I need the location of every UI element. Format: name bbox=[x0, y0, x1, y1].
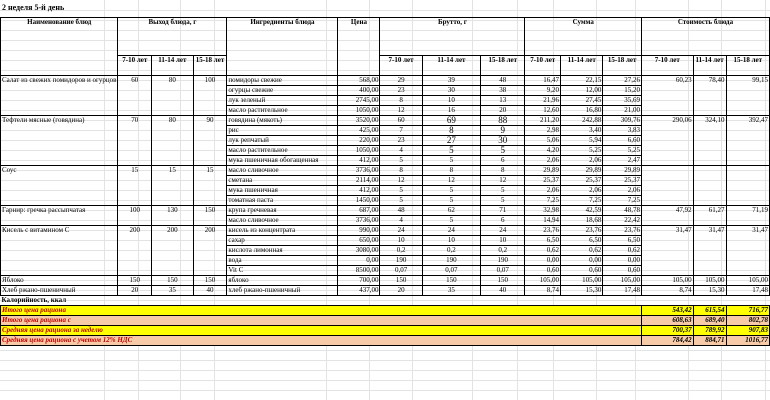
brutto-value[interactable]: 24 bbox=[380, 226, 422, 236]
brutto-value[interactable]: 5 bbox=[481, 186, 525, 196]
gridline bbox=[0, 380, 770, 381]
dish-name[interactable]: Салат из свежих помидоров и огурцов bbox=[1, 76, 118, 116]
table-row bbox=[1, 76, 770, 86]
header-age[interactable]: 7-10 лет bbox=[525, 56, 561, 76]
sum-value[interactable]: 8,74 bbox=[525, 286, 561, 296]
dish-cost[interactable] bbox=[726, 166, 769, 206]
sum-value[interactable]: 0,62 bbox=[561, 246, 603, 256]
brutto-value[interactable]: 5 bbox=[422, 146, 480, 156]
empty-cell[interactable] bbox=[380, 296, 422, 306]
ingredient-name[interactable]: крупа гречневая bbox=[227, 206, 338, 216]
ingredient-name[interactable]: Vit C bbox=[227, 266, 338, 276]
brutto-value[interactable]: 5 bbox=[380, 196, 422, 206]
menu-table bbox=[0, 17, 770, 346]
sum-value[interactable]: 0,00 bbox=[603, 256, 642, 266]
ingredient-name[interactable]: вода bbox=[227, 256, 338, 266]
brutto-value[interactable]: 12 bbox=[481, 176, 525, 186]
sum-value[interactable]: 3,83 bbox=[603, 126, 642, 136]
header-dish-name[interactable]: Наименование блюд bbox=[1, 18, 118, 76]
empty-cell[interactable] bbox=[561, 296, 603, 306]
ingredient-price[interactable]: 400,00 bbox=[338, 86, 380, 96]
empty-cell[interactable] bbox=[338, 296, 380, 306]
sum-value[interactable]: 4,20 bbox=[525, 146, 561, 156]
table-row bbox=[1, 18, 770, 56]
dish-output[interactable]: 100 bbox=[118, 206, 152, 226]
dish-cost[interactable]: 71,19 bbox=[726, 206, 769, 226]
brutto-value[interactable]: 0,2 bbox=[422, 246, 480, 256]
dish-cost[interactable]: 31,47 bbox=[641, 226, 693, 276]
brutto-value[interactable]: 8 bbox=[422, 166, 480, 176]
dish-cost[interactable]: 99,15 bbox=[726, 76, 769, 116]
summary-value[interactable]: 543,42 bbox=[641, 306, 693, 316]
gridline bbox=[0, 10, 770, 11]
ingredient-price[interactable]: 2114,00 bbox=[338, 176, 380, 186]
ingredient-price[interactable]: 990,00 bbox=[338, 226, 380, 236]
brutto-value[interactable]: 0,07 bbox=[422, 266, 480, 276]
brutto-value[interactable]: 62 bbox=[422, 206, 480, 216]
ingredient-price[interactable]: 3080,00 bbox=[338, 246, 380, 256]
table-row bbox=[1, 116, 770, 126]
sum-value[interactable]: 48,78 bbox=[603, 206, 642, 216]
dish-output[interactable]: 80 bbox=[152, 116, 193, 166]
ingredient-name[interactable]: огурцы свежие bbox=[227, 86, 338, 96]
empty-cell[interactable] bbox=[422, 296, 480, 306]
sum-value[interactable]: 22,15 bbox=[561, 76, 603, 86]
brutto-value[interactable]: 30 bbox=[481, 136, 525, 146]
ingredient-price[interactable]: 3736,00 bbox=[338, 166, 380, 176]
dish-output[interactable]: 40 bbox=[193, 286, 227, 296]
ingredient-name[interactable]: рис bbox=[227, 126, 338, 136]
sum-value[interactable]: 9,20 bbox=[525, 86, 561, 96]
brutto-value[interactable]: 4 bbox=[380, 216, 422, 226]
summary-value[interactable]: 789,92 bbox=[693, 326, 726, 336]
dish-output[interactable]: 70 bbox=[118, 116, 152, 166]
sum-value[interactable]: 2,06 bbox=[525, 156, 561, 166]
table-row bbox=[1, 226, 770, 236]
header-sum[interactable]: Сумма bbox=[525, 18, 642, 56]
sum-value[interactable]: 35,69 bbox=[603, 96, 642, 106]
sum-value[interactable]: 242,88 bbox=[561, 116, 603, 126]
dish-output[interactable]: 20 bbox=[118, 286, 152, 296]
summary-value[interactable]: 716,77 bbox=[726, 306, 769, 316]
brutto-value[interactable]: 6 bbox=[481, 216, 525, 226]
dish-cost[interactable]: 105,00 bbox=[693, 276, 726, 286]
empty-cell[interactable] bbox=[603, 296, 642, 306]
sum-value[interactable]: 105,00 bbox=[603, 276, 642, 286]
brutto-value[interactable]: 40 bbox=[481, 286, 525, 296]
ingredient-name[interactable]: томатная паста bbox=[227, 196, 338, 206]
sum-value[interactable]: 15,30 bbox=[561, 286, 603, 296]
summary-value[interactable]: 608,63 bbox=[641, 316, 693, 326]
brutto-value[interactable]: 5 bbox=[481, 146, 525, 156]
dish-output[interactable]: 80 bbox=[152, 76, 193, 116]
ingredient-name[interactable]: сахар bbox=[227, 236, 338, 246]
header-output[interactable]: Выход блюда, г bbox=[118, 18, 227, 56]
ingredient-name[interactable]: масло сливочное bbox=[227, 166, 338, 176]
brutto-value[interactable]: 8 bbox=[380, 166, 422, 176]
sum-value[interactable]: 27,26 bbox=[603, 76, 642, 86]
dish-output[interactable]: 100 bbox=[193, 76, 227, 116]
brutto-value[interactable]: 48 bbox=[380, 206, 422, 216]
sum-value[interactable]: 211,20 bbox=[525, 116, 561, 126]
sum-value[interactable]: 5,25 bbox=[603, 146, 642, 156]
sum-value[interactable]: 15,20 bbox=[603, 86, 642, 96]
summary-label[interactable]: Средняя цена рациона с учетом 12% НДС bbox=[1, 336, 642, 346]
brutto-value[interactable]: 88 bbox=[481, 116, 525, 126]
gridline bbox=[0, 360, 770, 361]
brutto-value[interactable]: 5 bbox=[380, 156, 422, 166]
header-age[interactable]: 7-10 лет bbox=[380, 56, 422, 76]
dish-output[interactable]: 150 bbox=[193, 206, 227, 226]
ingredient-name[interactable]: кисель из концентрата bbox=[227, 226, 338, 236]
brutto-value[interactable]: 13 bbox=[481, 96, 525, 106]
brutto-value[interactable]: 0,07 bbox=[380, 266, 422, 276]
dish-cost[interactable] bbox=[693, 166, 726, 206]
brutto-value[interactable]: 20 bbox=[380, 286, 422, 296]
sum-value[interactable]: 5,06 bbox=[525, 136, 561, 146]
gridline bbox=[0, 390, 770, 391]
brutto-value[interactable]: 12 bbox=[422, 176, 480, 186]
sum-value[interactable]: 21,00 bbox=[603, 106, 642, 116]
calories-label[interactable]: Калорийность, ккал bbox=[1, 296, 67, 304]
ingredient-price[interactable]: 700,00 bbox=[338, 276, 380, 286]
dish-cost[interactable]: 290,06 bbox=[641, 116, 693, 166]
sum-value[interactable]: 105,00 bbox=[525, 276, 561, 286]
ingredient-price[interactable]: 437,00 bbox=[338, 286, 380, 296]
brutto-value[interactable]: 5 bbox=[422, 156, 480, 166]
dish-output[interactable]: 90 bbox=[193, 116, 227, 166]
sum-value[interactable]: 2,06 bbox=[561, 186, 603, 196]
table-row bbox=[1, 286, 770, 296]
summary-value[interactable]: 784,42 bbox=[641, 336, 693, 346]
ingredient-price[interactable]: 8500,00 bbox=[338, 266, 380, 276]
brutto-value[interactable]: 8 bbox=[422, 126, 480, 136]
ingredient-price[interactable]: 3520,00 bbox=[338, 116, 380, 126]
brutto-value[interactable]: 5 bbox=[422, 216, 480, 226]
brutto-value[interactable]: 12 bbox=[380, 176, 422, 186]
dish-cost[interactable]: 105,00 bbox=[641, 276, 693, 286]
summary-label[interactable]: Средняя цена рациона за неделю bbox=[1, 326, 642, 336]
table-row bbox=[1, 326, 770, 336]
sum-value[interactable]: 7,25 bbox=[525, 196, 561, 206]
brutto-value[interactable]: 16 bbox=[422, 106, 480, 116]
dish-name[interactable]: Кисель с витамином С bbox=[1, 226, 118, 276]
sum-value[interactable]: 0,60 bbox=[603, 266, 642, 276]
sum-value[interactable]: 2,06 bbox=[525, 186, 561, 196]
table-row bbox=[1, 336, 770, 346]
brutto-value[interactable]: 9 bbox=[481, 126, 525, 136]
brutto-value[interactable]: 5 bbox=[422, 186, 480, 196]
sum-value[interactable]: 105,00 bbox=[561, 276, 603, 286]
brutto-value[interactable]: 7 bbox=[380, 126, 422, 136]
brutto-value[interactable]: 71 bbox=[481, 206, 525, 216]
dish-output[interactable]: 150 bbox=[118, 276, 152, 286]
sum-value[interactable]: 17,48 bbox=[603, 286, 642, 296]
ingredient-name[interactable]: мука пшеничная bbox=[227, 186, 338, 196]
ingredient-price[interactable]: 412,00 bbox=[338, 156, 380, 166]
brutto-value[interactable]: 60 bbox=[380, 116, 422, 126]
brutto-value[interactable]: 0,07 bbox=[481, 266, 525, 276]
sum-value[interactable]: 2,06 bbox=[561, 156, 603, 166]
summary-label[interactable]: Итого цена рациона bbox=[1, 306, 642, 316]
brutto-value[interactable]: 12 bbox=[380, 106, 422, 116]
sum-value[interactable]: 42,59 bbox=[561, 206, 603, 216]
sum-value[interactable]: 5,25 bbox=[561, 146, 603, 156]
sum-value[interactable]: 23,76 bbox=[525, 226, 561, 236]
brutto-value[interactable]: 24 bbox=[481, 226, 525, 236]
ingredient-name[interactable]: масло растительное bbox=[227, 146, 338, 156]
sum-value[interactable]: 7,25 bbox=[561, 196, 603, 206]
sum-value[interactable]: 16,47 bbox=[525, 76, 561, 86]
sum-value[interactable]: 7,25 bbox=[603, 196, 642, 206]
sum-value[interactable]: 3,40 bbox=[561, 126, 603, 136]
brutto-value[interactable]: 4 bbox=[380, 146, 422, 156]
header-age[interactable]: 15-18 лет bbox=[726, 56, 769, 76]
sum-value[interactable]: 25,37 bbox=[561, 176, 603, 186]
header-age[interactable]: 15-18 лет bbox=[193, 56, 227, 76]
table-row bbox=[1, 276, 770, 286]
sum-value[interactable]: 22,42 bbox=[603, 216, 642, 226]
dish-cost[interactable]: 105,00 bbox=[726, 276, 769, 286]
ingredient-price[interactable]: 1050,00 bbox=[338, 146, 380, 156]
brutto-value[interactable]: 27 bbox=[422, 136, 480, 146]
sum-value[interactable]: 0,00 bbox=[525, 256, 561, 266]
sum-value[interactable]: 0,62 bbox=[603, 246, 642, 256]
ingredient-name[interactable]: лук зеленый bbox=[227, 96, 338, 106]
dish-output[interactable]: 15 bbox=[118, 166, 152, 206]
sum-value[interactable]: 18,68 bbox=[561, 216, 603, 226]
dish-name[interactable]: Хлеб ржано-пшеничный bbox=[1, 286, 118, 296]
gridline bbox=[0, 370, 770, 371]
dish-output[interactable]: 200 bbox=[193, 226, 227, 276]
table-row bbox=[1, 296, 770, 306]
sum-value[interactable]: 12,60 bbox=[525, 106, 561, 116]
sum-value[interactable]: 29,89 bbox=[603, 166, 642, 176]
dish-name[interactable]: Яблоко bbox=[1, 276, 118, 286]
header-cost[interactable]: Стоимость блюда bbox=[641, 18, 769, 56]
sum-value[interactable]: 29,89 bbox=[525, 166, 561, 176]
ingredient-name[interactable]: яблоко bbox=[227, 276, 338, 286]
brutto-value[interactable]: 190 bbox=[481, 256, 525, 266]
ingredient-name[interactable]: сметана bbox=[227, 176, 338, 186]
header-brutto[interactable]: Брутто, г bbox=[380, 18, 525, 56]
dish-output[interactable]: 15 bbox=[152, 166, 193, 206]
ingredient-name[interactable]: мука пшеничная обогащенная bbox=[227, 156, 338, 166]
table-row bbox=[1, 166, 770, 176]
dish-name[interactable]: Тефтели мясные (говядина) bbox=[1, 116, 118, 166]
dish-output[interactable]: 130 bbox=[152, 206, 193, 226]
sum-value[interactable]: 2,98 bbox=[525, 126, 561, 136]
header-age[interactable]: 7-10 лет bbox=[118, 56, 152, 76]
dish-cost[interactable] bbox=[641, 166, 693, 206]
sum-value[interactable]: 309,76 bbox=[603, 116, 642, 126]
brutto-value[interactable]: 39 bbox=[422, 76, 480, 86]
dish-cost[interactable]: 31,47 bbox=[726, 226, 769, 276]
summary-value[interactable]: 1016,77 bbox=[726, 336, 769, 346]
brutto-value[interactable]: 10 bbox=[422, 96, 480, 106]
sum-value[interactable]: 6,50 bbox=[561, 236, 603, 246]
empty-cell[interactable] bbox=[152, 296, 193, 306]
empty-cell[interactable] bbox=[726, 296, 769, 306]
dish-output[interactable]: 60 bbox=[118, 76, 152, 116]
ingredient-name[interactable]: лук репчатый bbox=[227, 136, 338, 146]
ingredient-name[interactable]: помидоры свежие bbox=[227, 76, 338, 86]
brutto-value[interactable]: 48 bbox=[481, 76, 525, 86]
sum-value[interactable]: 29,89 bbox=[561, 166, 603, 176]
brutto-value[interactable]: 8 bbox=[481, 166, 525, 176]
empty-cell[interactable] bbox=[693, 296, 726, 306]
brutto-value[interactable]: 35 bbox=[422, 286, 480, 296]
dish-output[interactable]: 150 bbox=[193, 276, 227, 286]
ingredient-price[interactable]: 650,00 bbox=[338, 236, 380, 246]
ingredient-price[interactable]: 568,00 bbox=[338, 76, 380, 86]
brutto-value[interactable]: 190 bbox=[422, 256, 480, 266]
summary-value[interactable]: 615,54 bbox=[693, 306, 726, 316]
dish-cost[interactable]: 17,48 bbox=[726, 286, 769, 296]
sum-value[interactable]: 0,00 bbox=[561, 256, 603, 266]
table-row bbox=[1, 206, 770, 216]
sum-value[interactable]: 23,76 bbox=[603, 226, 642, 236]
sum-value[interactable]: 14,94 bbox=[525, 216, 561, 226]
dish-output[interactable]: 15 bbox=[193, 166, 227, 206]
ingredient-price[interactable]: 687,00 bbox=[338, 206, 380, 216]
dish-output[interactable]: 200 bbox=[118, 226, 152, 276]
ingredient-price[interactable]: 220,00 bbox=[338, 136, 380, 146]
dish-cost[interactable]: 15,30 bbox=[693, 286, 726, 296]
header-age[interactable]: 11-14 лет bbox=[422, 56, 480, 76]
dish-cost[interactable]: 47,92 bbox=[641, 206, 693, 226]
ingredient-name[interactable]: хлеб ржано-пшеничный bbox=[227, 286, 338, 296]
ingredient-name[interactable]: масло растительное bbox=[227, 106, 338, 116]
table-row bbox=[1, 316, 770, 326]
brutto-value[interactable]: 150 bbox=[481, 276, 525, 286]
empty-cell[interactable] bbox=[227, 296, 338, 306]
header-age[interactable]: 11-14 лет bbox=[152, 56, 193, 76]
brutto-value[interactable]: 0,2 bbox=[481, 246, 525, 256]
brutto-value[interactable]: 30 bbox=[422, 86, 480, 96]
sum-value[interactable]: 2,06 bbox=[603, 186, 642, 196]
ingredient-price[interactable]: 0,00 bbox=[338, 256, 380, 266]
brutto-value[interactable]: 150 bbox=[422, 276, 480, 286]
sum-value[interactable]: 27,45 bbox=[561, 96, 603, 106]
brutto-value[interactable]: 5 bbox=[380, 186, 422, 196]
header-age[interactable]: 7-10 лет bbox=[641, 56, 693, 76]
header-ingredients[interactable]: Ингредиенты блюда bbox=[227, 18, 338, 76]
dish-cost[interactable]: 31,47 bbox=[693, 226, 726, 276]
sum-value[interactable]: 5,94 bbox=[561, 136, 603, 146]
brutto-value[interactable]: 190 bbox=[380, 256, 422, 266]
sheet-title: 2 неделя 5-й день bbox=[2, 3, 65, 12]
ingredient-price[interactable]: 425,00 bbox=[338, 126, 380, 136]
dish-output[interactable]: 35 bbox=[152, 286, 193, 296]
sum-value[interactable]: 0,62 bbox=[525, 246, 561, 256]
table-row bbox=[1, 306, 770, 316]
ingredient-name[interactable]: говядина (мякоть) bbox=[227, 116, 338, 126]
summary-value[interactable]: 689,40 bbox=[693, 316, 726, 326]
sum-value[interactable]: 12,00 bbox=[561, 86, 603, 96]
summary-value[interactable]: 700,37 bbox=[641, 326, 693, 336]
sum-value[interactable]: 0,60 bbox=[561, 266, 603, 276]
sum-value[interactable]: 32,98 bbox=[525, 206, 561, 216]
dish-cost[interactable]: 60,23 bbox=[641, 76, 693, 116]
sum-value[interactable]: 25,37 bbox=[603, 176, 642, 186]
dish-cost[interactable]: 8,74 bbox=[641, 286, 693, 296]
sum-value[interactable]: 23,76 bbox=[561, 226, 603, 236]
summary-value[interactable]: 802,78 bbox=[726, 316, 769, 326]
ingredient-price[interactable]: 3736,00 bbox=[338, 216, 380, 226]
summary-value[interactable]: 884,71 bbox=[693, 336, 726, 346]
dish-output[interactable]: 200 bbox=[152, 226, 193, 276]
ingredient-name[interactable]: масло сливочное bbox=[227, 216, 338, 226]
sum-value[interactable]: 25,37 bbox=[525, 176, 561, 186]
brutto-value[interactable]: 150 bbox=[380, 276, 422, 286]
dish-output[interactable]: 150 bbox=[152, 276, 193, 286]
ingredient-price[interactable]: 412,00 bbox=[338, 186, 380, 196]
header-age[interactable]: 11-14 лет bbox=[561, 56, 603, 76]
ingredient-price[interactable]: 1450,00 bbox=[338, 196, 380, 206]
empty-cell[interactable] bbox=[193, 296, 227, 306]
dish-cost[interactable]: 392,47 bbox=[726, 116, 769, 166]
sum-value[interactable]: 6,60 bbox=[603, 136, 642, 146]
dish-cost[interactable]: 61,27 bbox=[693, 206, 726, 226]
brutto-value[interactable]: 10 bbox=[380, 236, 422, 246]
brutto-value[interactable]: 10 bbox=[481, 236, 525, 246]
ingredient-price[interactable]: 1050,00 bbox=[338, 106, 380, 116]
dish-cost[interactable]: 324,10 bbox=[693, 116, 726, 166]
sum-value[interactable]: 2,47 bbox=[603, 156, 642, 166]
brutto-value[interactable]: 8 bbox=[380, 96, 422, 106]
ingredient-name[interactable]: кислота лимонная bbox=[227, 246, 338, 256]
dish-cost[interactable]: 78,40 bbox=[693, 76, 726, 116]
summary-label[interactable]: Итого цена рациона с bbox=[1, 316, 642, 326]
header-age[interactable]: 15-18 лет bbox=[603, 56, 642, 76]
sum-value[interactable]: 6,50 bbox=[525, 236, 561, 246]
brutto-value[interactable]: 23 bbox=[380, 136, 422, 146]
brutto-value[interactable]: 0,2 bbox=[380, 246, 422, 256]
sum-value[interactable]: 16,80 bbox=[561, 106, 603, 116]
ingredient-price[interactable]: 2745,00 bbox=[338, 96, 380, 106]
brutto-value[interactable]: 23 bbox=[380, 86, 422, 96]
brutto-value[interactable]: 69 bbox=[422, 116, 480, 126]
brutto-value[interactable]: 10 bbox=[422, 236, 480, 246]
brutto-value[interactable]: 24 bbox=[422, 226, 480, 236]
brutto-value[interactable]: 20 bbox=[481, 106, 525, 116]
empty-cell[interactable] bbox=[525, 296, 561, 306]
summary-value[interactable]: 907,83 bbox=[726, 326, 769, 336]
brutto-value[interactable]: 29 bbox=[380, 76, 422, 86]
brutto-value[interactable]: 5 bbox=[422, 196, 480, 206]
brutto-value[interactable]: 38 bbox=[481, 86, 525, 96]
dish-name[interactable]: Гарнир: гречка рассыпчатая bbox=[1, 206, 118, 226]
header-age[interactable]: 11-14 лет bbox=[693, 56, 726, 76]
brutto-value[interactable]: 6 bbox=[481, 156, 525, 166]
dish-name[interactable]: Соус bbox=[1, 166, 118, 206]
sum-value[interactable]: 0,60 bbox=[525, 266, 561, 276]
header-price[interactable]: Цена bbox=[338, 18, 380, 76]
sum-value[interactable]: 21,96 bbox=[525, 96, 561, 106]
sum-value[interactable]: 6,50 bbox=[603, 236, 642, 246]
brutto-value[interactable]: 5 bbox=[481, 196, 525, 206]
gridline bbox=[0, 350, 770, 351]
empty-cell[interactable] bbox=[641, 296, 693, 306]
header-age[interactable]: 15-18 лет bbox=[481, 56, 525, 76]
empty-cell[interactable] bbox=[481, 296, 525, 306]
